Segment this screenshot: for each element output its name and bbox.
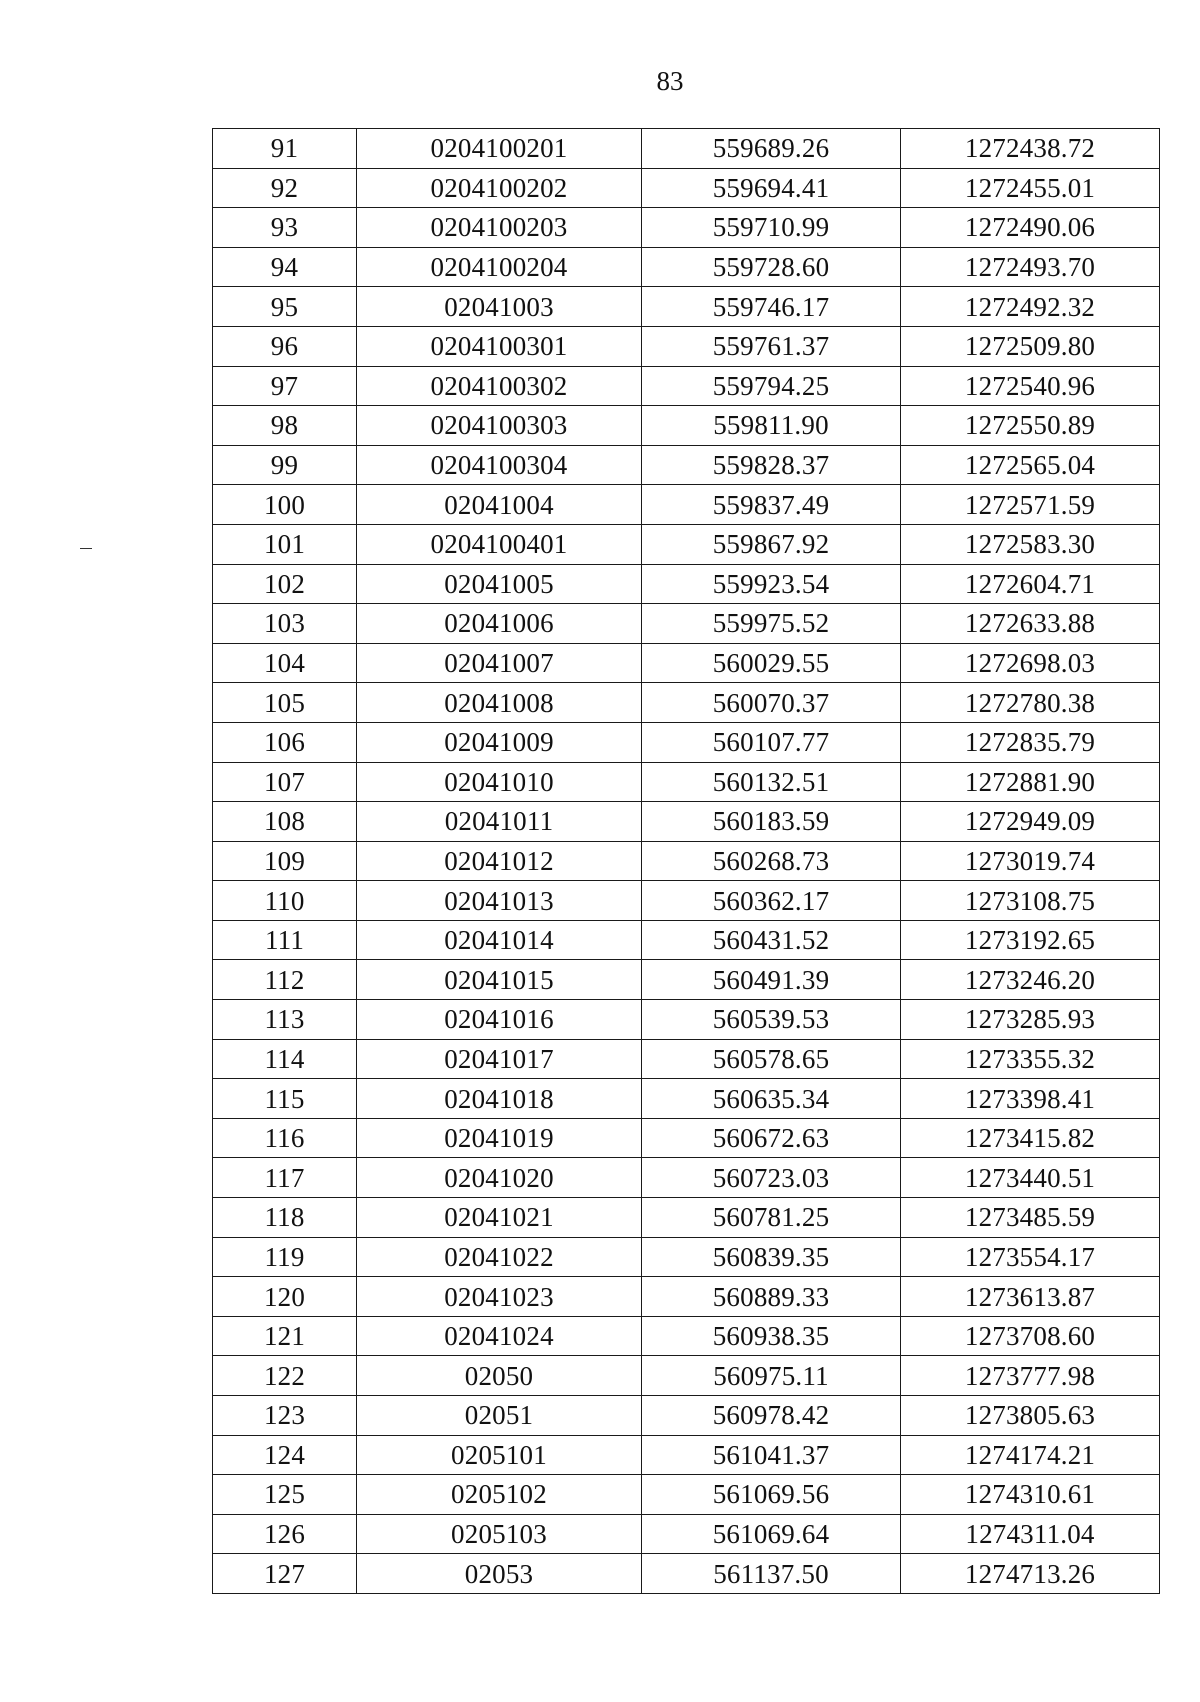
margin-mark xyxy=(80,548,92,549)
coordinates-table xyxy=(212,128,1160,1594)
point-code-cell: 02041023 xyxy=(357,1277,642,1317)
y-coordinate-cell: 1273355.32 xyxy=(901,1039,1160,1079)
point-code-cell: 0205103 xyxy=(357,1514,642,1554)
y-coordinate-cell: 1274310.61 xyxy=(901,1475,1160,1515)
point-code-cell: 02041019 xyxy=(357,1118,642,1158)
y-coordinate-cell: 1272455.01 xyxy=(901,168,1160,208)
table-row xyxy=(213,1158,1160,1198)
y-coordinate-cell: 1272698.03 xyxy=(901,643,1160,683)
point-code-cell: 0205101 xyxy=(357,1435,642,1475)
table-row xyxy=(213,1514,1160,1554)
row-number-cell: 110 xyxy=(213,881,357,921)
table-row xyxy=(213,208,1160,248)
row-number-cell: 127 xyxy=(213,1554,357,1594)
table-row xyxy=(213,326,1160,366)
x-coordinate-cell: 561069.64 xyxy=(642,1514,901,1554)
table-row xyxy=(213,643,1160,683)
point-code-cell: 02041008 xyxy=(357,683,642,723)
x-coordinate-cell: 559694.41 xyxy=(642,168,901,208)
row-number-cell: 91 xyxy=(213,129,357,169)
y-coordinate-cell: 1272583.30 xyxy=(901,524,1160,564)
x-coordinate-cell: 561041.37 xyxy=(642,1435,901,1475)
table-row xyxy=(213,960,1160,1000)
point-code-cell: 02041015 xyxy=(357,960,642,1000)
row-number-cell: 93 xyxy=(213,208,357,248)
point-code-cell: 02041003 xyxy=(357,287,642,327)
point-code-cell: 02051 xyxy=(357,1396,642,1436)
row-number-cell: 106 xyxy=(213,722,357,762)
x-coordinate-cell: 560978.42 xyxy=(642,1396,901,1436)
table-row xyxy=(213,1118,1160,1158)
y-coordinate-cell: 1272490.06 xyxy=(901,208,1160,248)
row-number-cell: 105 xyxy=(213,683,357,723)
y-coordinate-cell: 1274713.26 xyxy=(901,1554,1160,1594)
table-row xyxy=(213,1237,1160,1277)
table-row xyxy=(213,1198,1160,1238)
point-code-cell: 02041024 xyxy=(357,1316,642,1356)
y-coordinate-cell: 1273398.41 xyxy=(901,1079,1160,1119)
row-number-cell: 108 xyxy=(213,802,357,842)
x-coordinate-cell: 559761.37 xyxy=(642,326,901,366)
y-coordinate-cell: 1272835.79 xyxy=(901,722,1160,762)
table-row xyxy=(213,841,1160,881)
point-code-cell: 0204100303 xyxy=(357,406,642,446)
x-coordinate-cell: 560362.17 xyxy=(642,881,901,921)
x-coordinate-cell: 560107.77 xyxy=(642,722,901,762)
table-row xyxy=(213,683,1160,723)
table-row xyxy=(213,1316,1160,1356)
x-coordinate-cell: 560431.52 xyxy=(642,920,901,960)
table-row xyxy=(213,406,1160,446)
y-coordinate-cell: 1273415.82 xyxy=(901,1118,1160,1158)
table-row xyxy=(213,445,1160,485)
row-number-cell: 111 xyxy=(213,920,357,960)
row-number-cell: 114 xyxy=(213,1039,357,1079)
table-row xyxy=(213,1554,1160,1594)
y-coordinate-cell: 1273108.75 xyxy=(901,881,1160,921)
point-code-cell: 0204100301 xyxy=(357,326,642,366)
y-coordinate-cell: 1272509.80 xyxy=(901,326,1160,366)
table-row xyxy=(213,1356,1160,1396)
x-coordinate-cell: 560672.63 xyxy=(642,1118,901,1158)
table-row xyxy=(213,564,1160,604)
y-coordinate-cell: 1273708.60 xyxy=(901,1316,1160,1356)
table-row xyxy=(213,762,1160,802)
row-number-cell: 124 xyxy=(213,1435,357,1475)
point-code-cell: 0204100204 xyxy=(357,247,642,287)
x-coordinate-cell: 559975.52 xyxy=(642,604,901,644)
y-coordinate-cell: 1273554.17 xyxy=(901,1237,1160,1277)
row-number-cell: 102 xyxy=(213,564,357,604)
x-coordinate-cell: 559689.26 xyxy=(642,129,901,169)
row-number-cell: 126 xyxy=(213,1514,357,1554)
row-number-cell: 122 xyxy=(213,1356,357,1396)
x-coordinate-cell: 560723.03 xyxy=(642,1158,901,1198)
row-number-cell: 120 xyxy=(213,1277,357,1317)
point-code-cell: 0204100304 xyxy=(357,445,642,485)
point-code-cell: 02041017 xyxy=(357,1039,642,1079)
table-row xyxy=(213,802,1160,842)
row-number-cell: 100 xyxy=(213,485,357,525)
table-row xyxy=(213,1039,1160,1079)
y-coordinate-cell: 1273019.74 xyxy=(901,841,1160,881)
y-coordinate-cell: 1272881.90 xyxy=(901,762,1160,802)
y-coordinate-cell: 1272949.09 xyxy=(901,802,1160,842)
x-coordinate-cell: 560268.73 xyxy=(642,841,901,881)
row-number-cell: 96 xyxy=(213,326,357,366)
y-coordinate-cell: 1272438.72 xyxy=(901,129,1160,169)
y-coordinate-cell: 1272571.59 xyxy=(901,485,1160,525)
table-row xyxy=(213,1000,1160,1040)
x-coordinate-cell: 559811.90 xyxy=(642,406,901,446)
y-coordinate-cell: 1272780.38 xyxy=(901,683,1160,723)
row-number-cell: 94 xyxy=(213,247,357,287)
x-coordinate-cell: 560029.55 xyxy=(642,643,901,683)
x-coordinate-cell: 560938.35 xyxy=(642,1316,901,1356)
row-number-cell: 92 xyxy=(213,168,357,208)
table-row xyxy=(213,129,1160,169)
point-code-cell: 02050 xyxy=(357,1356,642,1396)
table-row xyxy=(213,366,1160,406)
y-coordinate-cell: 1274311.04 xyxy=(901,1514,1160,1554)
row-number-cell: 95 xyxy=(213,287,357,327)
x-coordinate-cell: 560635.34 xyxy=(642,1079,901,1119)
x-coordinate-cell: 559728.60 xyxy=(642,247,901,287)
point-code-cell: 0204100401 xyxy=(357,524,642,564)
point-code-cell: 02053 xyxy=(357,1554,642,1594)
x-coordinate-cell: 561069.56 xyxy=(642,1475,901,1515)
row-number-cell: 101 xyxy=(213,524,357,564)
point-code-cell: 02041010 xyxy=(357,762,642,802)
row-number-cell: 107 xyxy=(213,762,357,802)
y-coordinate-cell: 1272604.71 xyxy=(901,564,1160,604)
row-number-cell: 115 xyxy=(213,1079,357,1119)
y-coordinate-cell: 1273613.87 xyxy=(901,1277,1160,1317)
x-coordinate-cell: 559867.92 xyxy=(642,524,901,564)
x-coordinate-cell: 559837.49 xyxy=(642,485,901,525)
point-code-cell: 0204100203 xyxy=(357,208,642,248)
y-coordinate-cell: 1272493.70 xyxy=(901,247,1160,287)
point-code-cell: 02041006 xyxy=(357,604,642,644)
x-coordinate-cell: 559828.37 xyxy=(642,445,901,485)
point-code-cell: 02041004 xyxy=(357,485,642,525)
x-coordinate-cell: 560539.53 xyxy=(642,1000,901,1040)
point-code-cell: 02041007 xyxy=(357,643,642,683)
x-coordinate-cell: 560889.33 xyxy=(642,1277,901,1317)
point-code-cell: 02041014 xyxy=(357,920,642,960)
row-number-cell: 98 xyxy=(213,406,357,446)
table-row xyxy=(213,287,1160,327)
row-number-cell: 103 xyxy=(213,604,357,644)
y-coordinate-cell: 1274174.21 xyxy=(901,1435,1160,1475)
point-code-cell: 02041012 xyxy=(357,841,642,881)
table-row xyxy=(213,604,1160,644)
y-coordinate-cell: 1272565.04 xyxy=(901,445,1160,485)
row-number-cell: 119 xyxy=(213,1237,357,1277)
table-row xyxy=(213,247,1160,287)
table-row xyxy=(213,524,1160,564)
table-row xyxy=(213,722,1160,762)
y-coordinate-cell: 1273285.93 xyxy=(901,1000,1160,1040)
row-number-cell: 104 xyxy=(213,643,357,683)
y-coordinate-cell: 1273192.65 xyxy=(901,920,1160,960)
point-code-cell: 02041009 xyxy=(357,722,642,762)
y-coordinate-cell: 1272633.88 xyxy=(901,604,1160,644)
x-coordinate-cell: 560578.65 xyxy=(642,1039,901,1079)
x-coordinate-cell: 560070.37 xyxy=(642,683,901,723)
point-code-cell: 02041016 xyxy=(357,1000,642,1040)
x-coordinate-cell: 559794.25 xyxy=(642,366,901,406)
row-number-cell: 117 xyxy=(213,1158,357,1198)
x-coordinate-cell: 559710.99 xyxy=(642,208,901,248)
row-number-cell: 116 xyxy=(213,1118,357,1158)
x-coordinate-cell: 560781.25 xyxy=(642,1198,901,1238)
table-row xyxy=(213,1396,1160,1436)
point-code-cell: 02041020 xyxy=(357,1158,642,1198)
point-code-cell: 02041013 xyxy=(357,881,642,921)
x-coordinate-cell: 560491.39 xyxy=(642,960,901,1000)
table-row xyxy=(213,1079,1160,1119)
row-number-cell: 99 xyxy=(213,445,357,485)
point-code-cell: 0204100201 xyxy=(357,129,642,169)
y-coordinate-cell: 1273777.98 xyxy=(901,1356,1160,1396)
y-coordinate-cell: 1273246.20 xyxy=(901,960,1160,1000)
x-coordinate-cell: 560975.11 xyxy=(642,1356,901,1396)
y-coordinate-cell: 1273485.59 xyxy=(901,1198,1160,1238)
point-code-cell: 02041022 xyxy=(357,1237,642,1277)
point-code-cell: 02041005 xyxy=(357,564,642,604)
x-coordinate-cell: 560839.35 xyxy=(642,1237,901,1277)
point-code-cell: 02041021 xyxy=(357,1198,642,1238)
x-coordinate-cell: 559923.54 xyxy=(642,564,901,604)
x-coordinate-cell: 559746.17 xyxy=(642,287,901,327)
table-row xyxy=(213,920,1160,960)
table-body xyxy=(213,129,1160,1594)
table-row xyxy=(213,1475,1160,1515)
x-coordinate-cell: 560132.51 xyxy=(642,762,901,802)
page-number: 83 xyxy=(656,66,684,96)
x-coordinate-cell: 560183.59 xyxy=(642,802,901,842)
row-number-cell: 97 xyxy=(213,366,357,406)
point-code-cell: 02041018 xyxy=(357,1079,642,1119)
row-number-cell: 109 xyxy=(213,841,357,881)
point-code-cell: 02041011 xyxy=(357,802,642,842)
y-coordinate-cell: 1273805.63 xyxy=(901,1396,1160,1436)
table-row xyxy=(213,1435,1160,1475)
x-coordinate-cell: 561137.50 xyxy=(642,1554,901,1594)
y-coordinate-cell: 1272540.96 xyxy=(901,366,1160,406)
y-coordinate-cell: 1272492.32 xyxy=(901,287,1160,327)
y-coordinate-cell: 1273440.51 xyxy=(901,1158,1160,1198)
table-row xyxy=(213,168,1160,208)
row-number-cell: 125 xyxy=(213,1475,357,1515)
row-number-cell: 112 xyxy=(213,960,357,1000)
point-code-cell: 0204100202 xyxy=(357,168,642,208)
table-row xyxy=(213,881,1160,921)
row-number-cell: 123 xyxy=(213,1396,357,1436)
row-number-cell: 121 xyxy=(213,1316,357,1356)
point-code-cell: 0204100302 xyxy=(357,366,642,406)
y-coordinate-cell: 1272550.89 xyxy=(901,406,1160,446)
row-number-cell: 113 xyxy=(213,1000,357,1040)
row-number-cell: 118 xyxy=(213,1198,357,1238)
table-row xyxy=(213,485,1160,525)
table-row xyxy=(213,1277,1160,1317)
point-code-cell: 0205102 xyxy=(357,1475,642,1515)
